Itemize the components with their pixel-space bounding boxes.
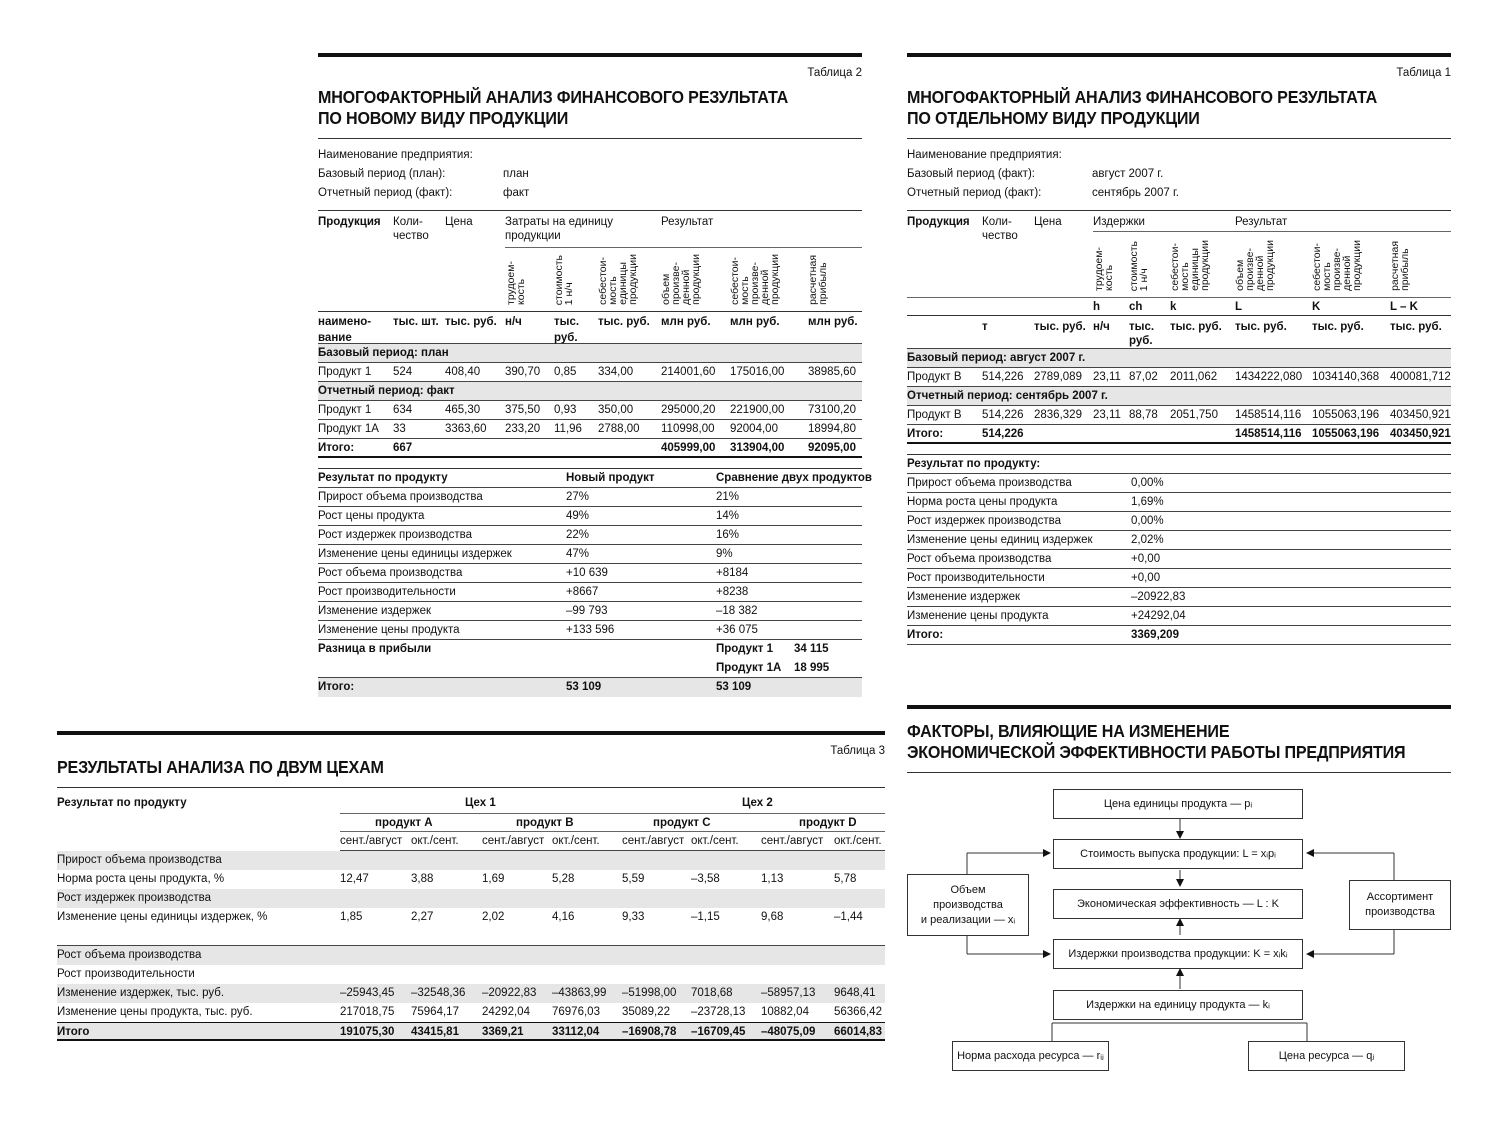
unit-cost-box: Издержки на единицу продукта — kᵢ	[1053, 990, 1303, 1020]
table2-header: Продукция Коли- чество Цена Затраты на единицу продукции Результат трудоем- кость стоимость 1 н/ч себестои- мость единицы продукции объем произве- денной продукции себестои- мость произве- денной продукции расчетная прибыль	[318, 211, 862, 311]
table1-top-rule	[907, 53, 1451, 57]
section-label: Отчетный период: факт	[318, 382, 862, 401]
table2-top-rule	[318, 53, 862, 57]
table1: Таблица 1 МНОГОФАКТОРНЫЙ АНАЛИЗ ФИНАНСОВОГО РЕЗУЛЬТАТА ПО ОТДЕЛЬНОМУ ВИДУ ПРОДУКЦИИ Наименование предприятия: Базовый период (факт): август 2007 г. Отчетный период (факт): сентябрь 2007 г. Продукция Коли- чество Цена Издержки Результат трудоем- кость стоимость 1 н/ч себестои- мость единицы продукции объем произве- денной продукции себестои- мость произве- денной продукции расчетная прибыль h ch k L K L – K т тыс. руб. н/ч тыс. руб. тыс. руб. тыс. руб. тыс. руб. тыс. руб. Базовый период: август 2007 г. Продукт В 514,226 2789,089 23,11 87,02 2011,062 1434222,080 1034140,368 400081,712 Отчетный период: сентябрь 2007 г. Продукт В 514,226 2836,329 23,11 88,78 2051,750 1458514,116 1055063,196 403450,921 Итого: 514,226 1458514,116 1055063,196 403450,921 Результат по продукту: Прирост объема производства 0,00% Норма роста цены продукта 1,69% Рост издержек производства 0,00% Изменение цены единиц издержек 2,02% Рост объема производства +0,00 Рост производительности +0,00 Изменение издержек –20922,83 Изменение цены продукта +24292,04 Итого: 3369,209	[907, 53, 1451, 645]
table-row: Рост издержек производства 22% 16%	[318, 526, 862, 545]
table1-title-line2: ПО ОТДЕЛЬНОМУ ВИДУ ПРОДУКЦИИ	[907, 108, 1200, 128]
section-label: Базовый период: август 2007 г.	[907, 349, 1451, 368]
table-row: Рост издержек производства 0,00%	[907, 512, 1451, 531]
total-row: Итого: 3369,209	[907, 626, 1451, 645]
table-row: Рост объема производства +10 639 +8184	[318, 564, 862, 583]
table-row: Прирост объема производства 0,00%	[907, 474, 1451, 493]
economic-efficiency-box: Экономическая эффективность — L : K	[1053, 889, 1303, 919]
table-row: Изменение издержек –99 793 –18 382	[318, 602, 862, 621]
output-value-box: Стоимость выпуска продукции: L = xᵢpᵢ	[1053, 839, 1303, 869]
table-row: Продукт 1А 33 3363,60 233,20 11,96 2788,00 110998,00 92004,00 18994,80	[318, 420, 862, 439]
table2: Таблица 2 МНОГОФАКТОРНЫЙ АНАЛИЗ ФИНАНСОВОГО РЕЗУЛЬТАТА ПО НОВОМУ ВИДУ ПРОДУКЦИИ Наименование предприятия: Базовый период (план): план Отчетный период (факт): факт Продукция Коли- чество Цена Затраты на единицу продукции Результат трудоем- кость стоимость 1 н/ч себестои- мость единицы продукции объем произве- денной продукции себестои- мость произве- денной продукции расчетная прибыль наимено- вание тыс. шт. тыс. руб. н/ч тыс. руб. тыс. руб. млн руб. млн руб. млн руб. Базовый период: план Продукт 1 524 408,40 390,70 0,85 334,00 214001,60 175016,00 38985,60 Отчетный период: факт Продукт 1 634 465,30 375,50 0,93 350,00 295000,20 221900,00 73100,20 Продукт 1А 33 3363,60 233,20 11,96 2788,00 110998,00 92004,00 18994,80 Итого: 667 405999,00 313904,00 92095,00 Результат по продукту Новый продукт Сравнение двух продуктов Прирост объема производства 27% 21% Рост цены продукта 49% 14% Рост издержек производства 22% 16% Изменение цены единицы издержек 47% 9% Рост объема производства +10 639 +8184 Рост производительности +8667 +8238 Изменение издержек –99 793 –18 382 Изменение цены продукта +133 596 +36 075 Разница в прибыли Продукт 1 34 115 Продукт 1А 18 995 Итого: 53 109 53 109	[318, 53, 862, 697]
total-row: Итого: 667 405999,00 313904,00 92095,00	[318, 439, 862, 458]
meta-row: Отчетный период (факт): факт	[318, 187, 530, 199]
results-header: Результат по продукту Новый продукт Сравнение двух продуктов	[318, 469, 862, 488]
unit-price-box: Цена единицы продукта — pᵢ	[1053, 789, 1303, 819]
table3-number: Таблица 3	[830, 745, 885, 757]
production-costs-box: Издержки производства продукции: K = xᵢkᵢ	[1053, 939, 1303, 969]
table-row: Продукт 1 524 408,40 390,70 0,85 334,00 214001,60 175016,00 38985,60	[318, 363, 862, 382]
table-row: Рост производительности	[57, 968, 195, 980]
table-row: Изменение цены продукта +24292,04	[907, 607, 1451, 626]
profit-diff-row: Разница в прибыли Продукт 1 34 115	[318, 643, 829, 655]
table-row: Продукт В 514,226 2789,089 23,11 87,02 2011,062 1434222,080 1034140,368 400081,712	[907, 368, 1451, 387]
table2-number: Таблица 2	[807, 67, 862, 79]
table-row: Изменение издержек, тыс. руб. –25943,45 –32548,36 –20922,83 –43863,99 –51998,00 7018,68 –58957,13 9648,41	[57, 984, 885, 1003]
table-row: Рост производительности +0,00	[907, 569, 1451, 588]
table-row: Рост цены продукта 49% 14%	[318, 507, 862, 526]
table3: Таблица 3 РЕЗУЛЬТАТЫ АНАЛИЗА ПО ДВУМ ЦЕХАМ Результат по продукту Цех 1 Цех 2 продукт А продукт В продукт С продукт D сент./август окт./сент. сент./август окт./сент. сент./август окт./сент. сент./август окт./сент. Прирост объема производства Норма роста цены продукта, % 12,47 3,88 1,69 5,28 5,59 –3,58 1,13 5,78 Рост издержек производства Изменение цены единицы издержек, % 1,85 2,27 2,02 4,16 9,33 –1,15 9,68 –1,44 Рост объема производства Рост производительности Изменение издержек, тыс. руб. –25943,45 –32548,36 –20922,83 –43863,99 –51998,00 7018,68 –58957,13 9648,41 Изменение цены продукта, тыс. руб. 217018,75 75964,17 24292,04 76976,03 35089,22 –23728,13 10882,04 56366,42 Итого 191075,30 43415,81 3369,21 33112,04 –16908,78 –16709,45 –48075,09 66014,83	[57, 731, 885, 1041]
table-row: Прирост объема производства 27% 21%	[318, 488, 862, 507]
table-row: Норма роста цены продукта 1,69%	[907, 493, 1451, 512]
volume-box: Объем производства и реализации — xᵢ	[907, 874, 1029, 936]
total-row: Итого 191075,30 43415,81 3369,21 33112,04 –16908,78 –16709,45 –48075,09 66014,83	[57, 1022, 885, 1041]
table-row: Изменение цены единиц издержек 2,02%	[907, 531, 1451, 550]
meta-row: Наименование предприятия:	[907, 149, 1062, 161]
meta-row: Базовый период (факт): август 2007 г.	[907, 168, 1164, 180]
resource-price-box: Цена ресурса — qⱼ	[1248, 1041, 1405, 1071]
total-row: Итого: 53 109 53 109	[318, 678, 862, 697]
assortment-box: Ассортимент производства	[1349, 880, 1451, 930]
table-row: Рост объема производства	[57, 946, 885, 965]
diagram-title-line2: ЭКОНОМИЧЕСКОЙ ЭФФЕКТИВНОСТИ РАБОТЫ ПРЕДПРИЯТИЯ	[907, 742, 1406, 762]
table-row: Продукт В 514,226 2836,329 23,11 88,78 2051,750 1458514,116 1055063,196 403450,921	[907, 406, 1451, 425]
total-row: Итого: 514,226 1458514,116 1055063,196 403450,921	[907, 425, 1451, 444]
factors-diagram	[907, 705, 1451, 1085]
table-row: Продукт 1 634 465,30 375,50 0,93 350,00 295000,20 221900,00 73100,20	[318, 401, 862, 420]
table-row: Изменение цены продукта +133 596 +36 075	[318, 621, 862, 640]
table-row: Норма роста цены продукта, % 12,47 3,88 1,69 5,28 5,59 –3,58 1,13 5,78	[57, 873, 857, 885]
table3-top-rule	[57, 731, 885, 735]
meta-row: Базовый период (план): план	[318, 168, 529, 180]
table-row: Изменение издержек –20922,83	[907, 588, 1451, 607]
meta-row: Отчетный период (факт): сентябрь 2007 г.	[907, 187, 1179, 199]
table1-number: Таблица 1	[1396, 67, 1451, 79]
section-label: Отчетный период: сентябрь 2007 г.	[907, 387, 1451, 406]
table3-title: РЕЗУЛЬТАТЫ АНАЛИЗА ПО ДВУМ ЦЕХАМ	[57, 757, 384, 777]
table2-title-line2: ПО НОВОМУ ВИДУ ПРОДУКЦИИ	[318, 108, 569, 128]
table-row: Рост издержек производства	[57, 889, 885, 908]
table-row: Изменение цены единицы издержек, % 1,85 2,27 2,02 4,16 9,33 –1,15 9,68 –1,44	[57, 911, 863, 923]
table2-title-line1: МНОГОФАКТОРНЫЙ АНАЛИЗ ФИНАНСОВОГО РЕЗУЛЬТАТА	[318, 87, 789, 107]
resource-norm-box: Норма расхода ресурса — rᵢⱼ	[952, 1041, 1109, 1071]
table-row: Изменение цены продукта, тыс. руб. 217018,75 75964,17 24292,04 76976,03 35089,22 –23728,13 10882,04 56366,42	[57, 1006, 882, 1018]
table1-header: Продукция Коли- чество Цена Издержки Результат трудоем- кость стоимость 1 н/ч себестои- мость единицы продукции объем произве- денной продукции себестои- мость произве- денной продукции расчетная прибыль	[907, 211, 1451, 297]
diagram-title-line1: ФАКТОРЫ, ВЛИЯЮЩИЕ НА ИЗМЕНЕНИЕ	[907, 721, 1230, 741]
table-row: Рост объема производства +0,00	[907, 550, 1451, 569]
profit-diff-row: Продукт 1А 18 995	[318, 659, 862, 678]
results-header: Результат по продукту:	[907, 455, 1451, 474]
meta-row: Наименование предприятия:	[318, 149, 473, 161]
table-row: Прирост объема производства	[57, 851, 885, 870]
table1-title-line1: МНОГОФАКТОРНЫЙ АНАЛИЗ ФИНАНСОВОГО РЕЗУЛЬТАТА	[907, 87, 1378, 107]
section-label: Базовый период: план	[318, 344, 862, 363]
table-row: Рост производительности +8667 +8238	[318, 583, 862, 602]
table-row: Изменение цены единицы издержек 47% 9%	[318, 545, 862, 564]
